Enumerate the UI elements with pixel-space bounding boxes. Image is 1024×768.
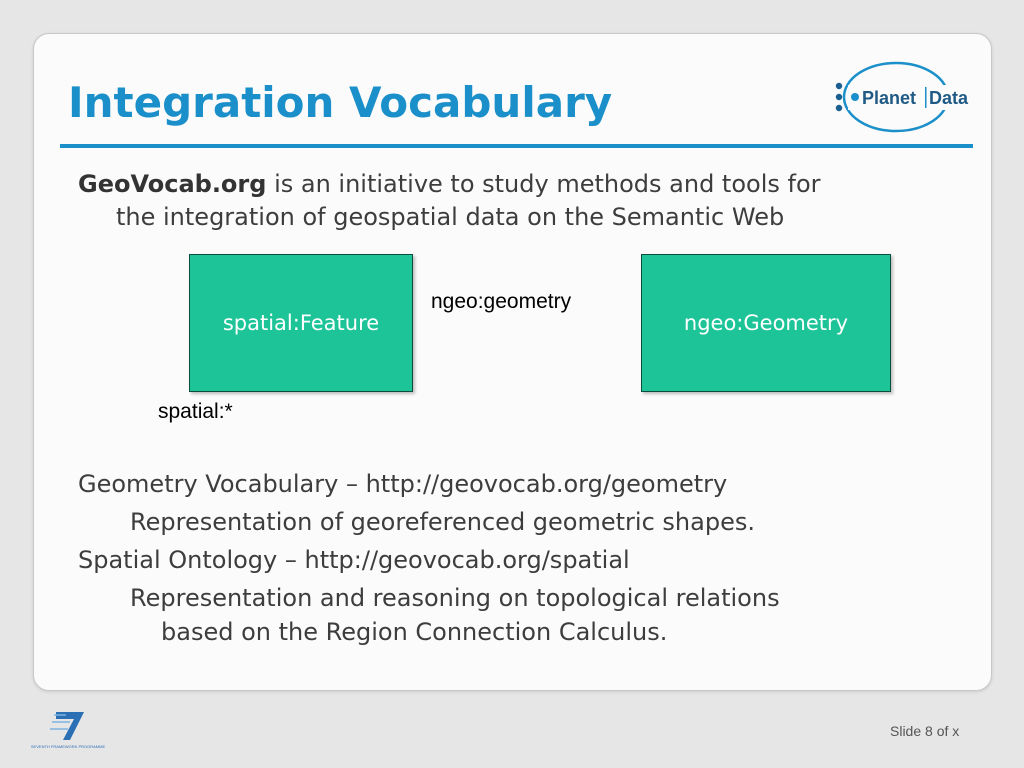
intro-text-line1: is an initiative to study methods and tools for <box>266 170 821 198</box>
slide-number: Slide 8 of x <box>890 723 960 739</box>
geovocab-emphasis: GeoVocab.org <box>78 170 267 198</box>
spatial-ontology-detail-line1: Representation and reasoning on topological relations <box>130 584 780 612</box>
slide-title: Integration Vocabulary <box>68 78 613 127</box>
node-spatial-feature: spatial:Feature <box>189 254 413 392</box>
geometry-vocabulary-heading: Geometry Vocabulary – http://geovocab.org/geometry <box>78 470 728 498</box>
node-ngeo-geometry: ngeo:Geometry <box>641 254 891 392</box>
logo-text-planet: Planet <box>862 88 917 108</box>
fp7-logo-text: SEVENTH FRAMEWORK PROGRAMME <box>30 744 106 749</box>
edge-label-ngeo-geometry: ngeo:geometry <box>431 290 572 313</box>
spatial-ontology-detail-line2: based on the Region Connection Calculus. <box>161 618 668 646</box>
edge-label-spatial: spatial:* <box>158 400 233 423</box>
seventh-framework-programme-logo <box>30 706 106 754</box>
fp7-seven-shape <box>56 712 84 740</box>
intro-text-line2: the integration of geospatial data on the Semantic Web <box>116 203 785 231</box>
spatial-ontology-heading: Spatial Ontology – http://geovocab.org/spatial <box>78 546 630 574</box>
logo-text-data: Data <box>929 88 969 108</box>
geometry-vocabulary-detail: Representation of georeferenced geometric shapes. <box>130 508 755 536</box>
